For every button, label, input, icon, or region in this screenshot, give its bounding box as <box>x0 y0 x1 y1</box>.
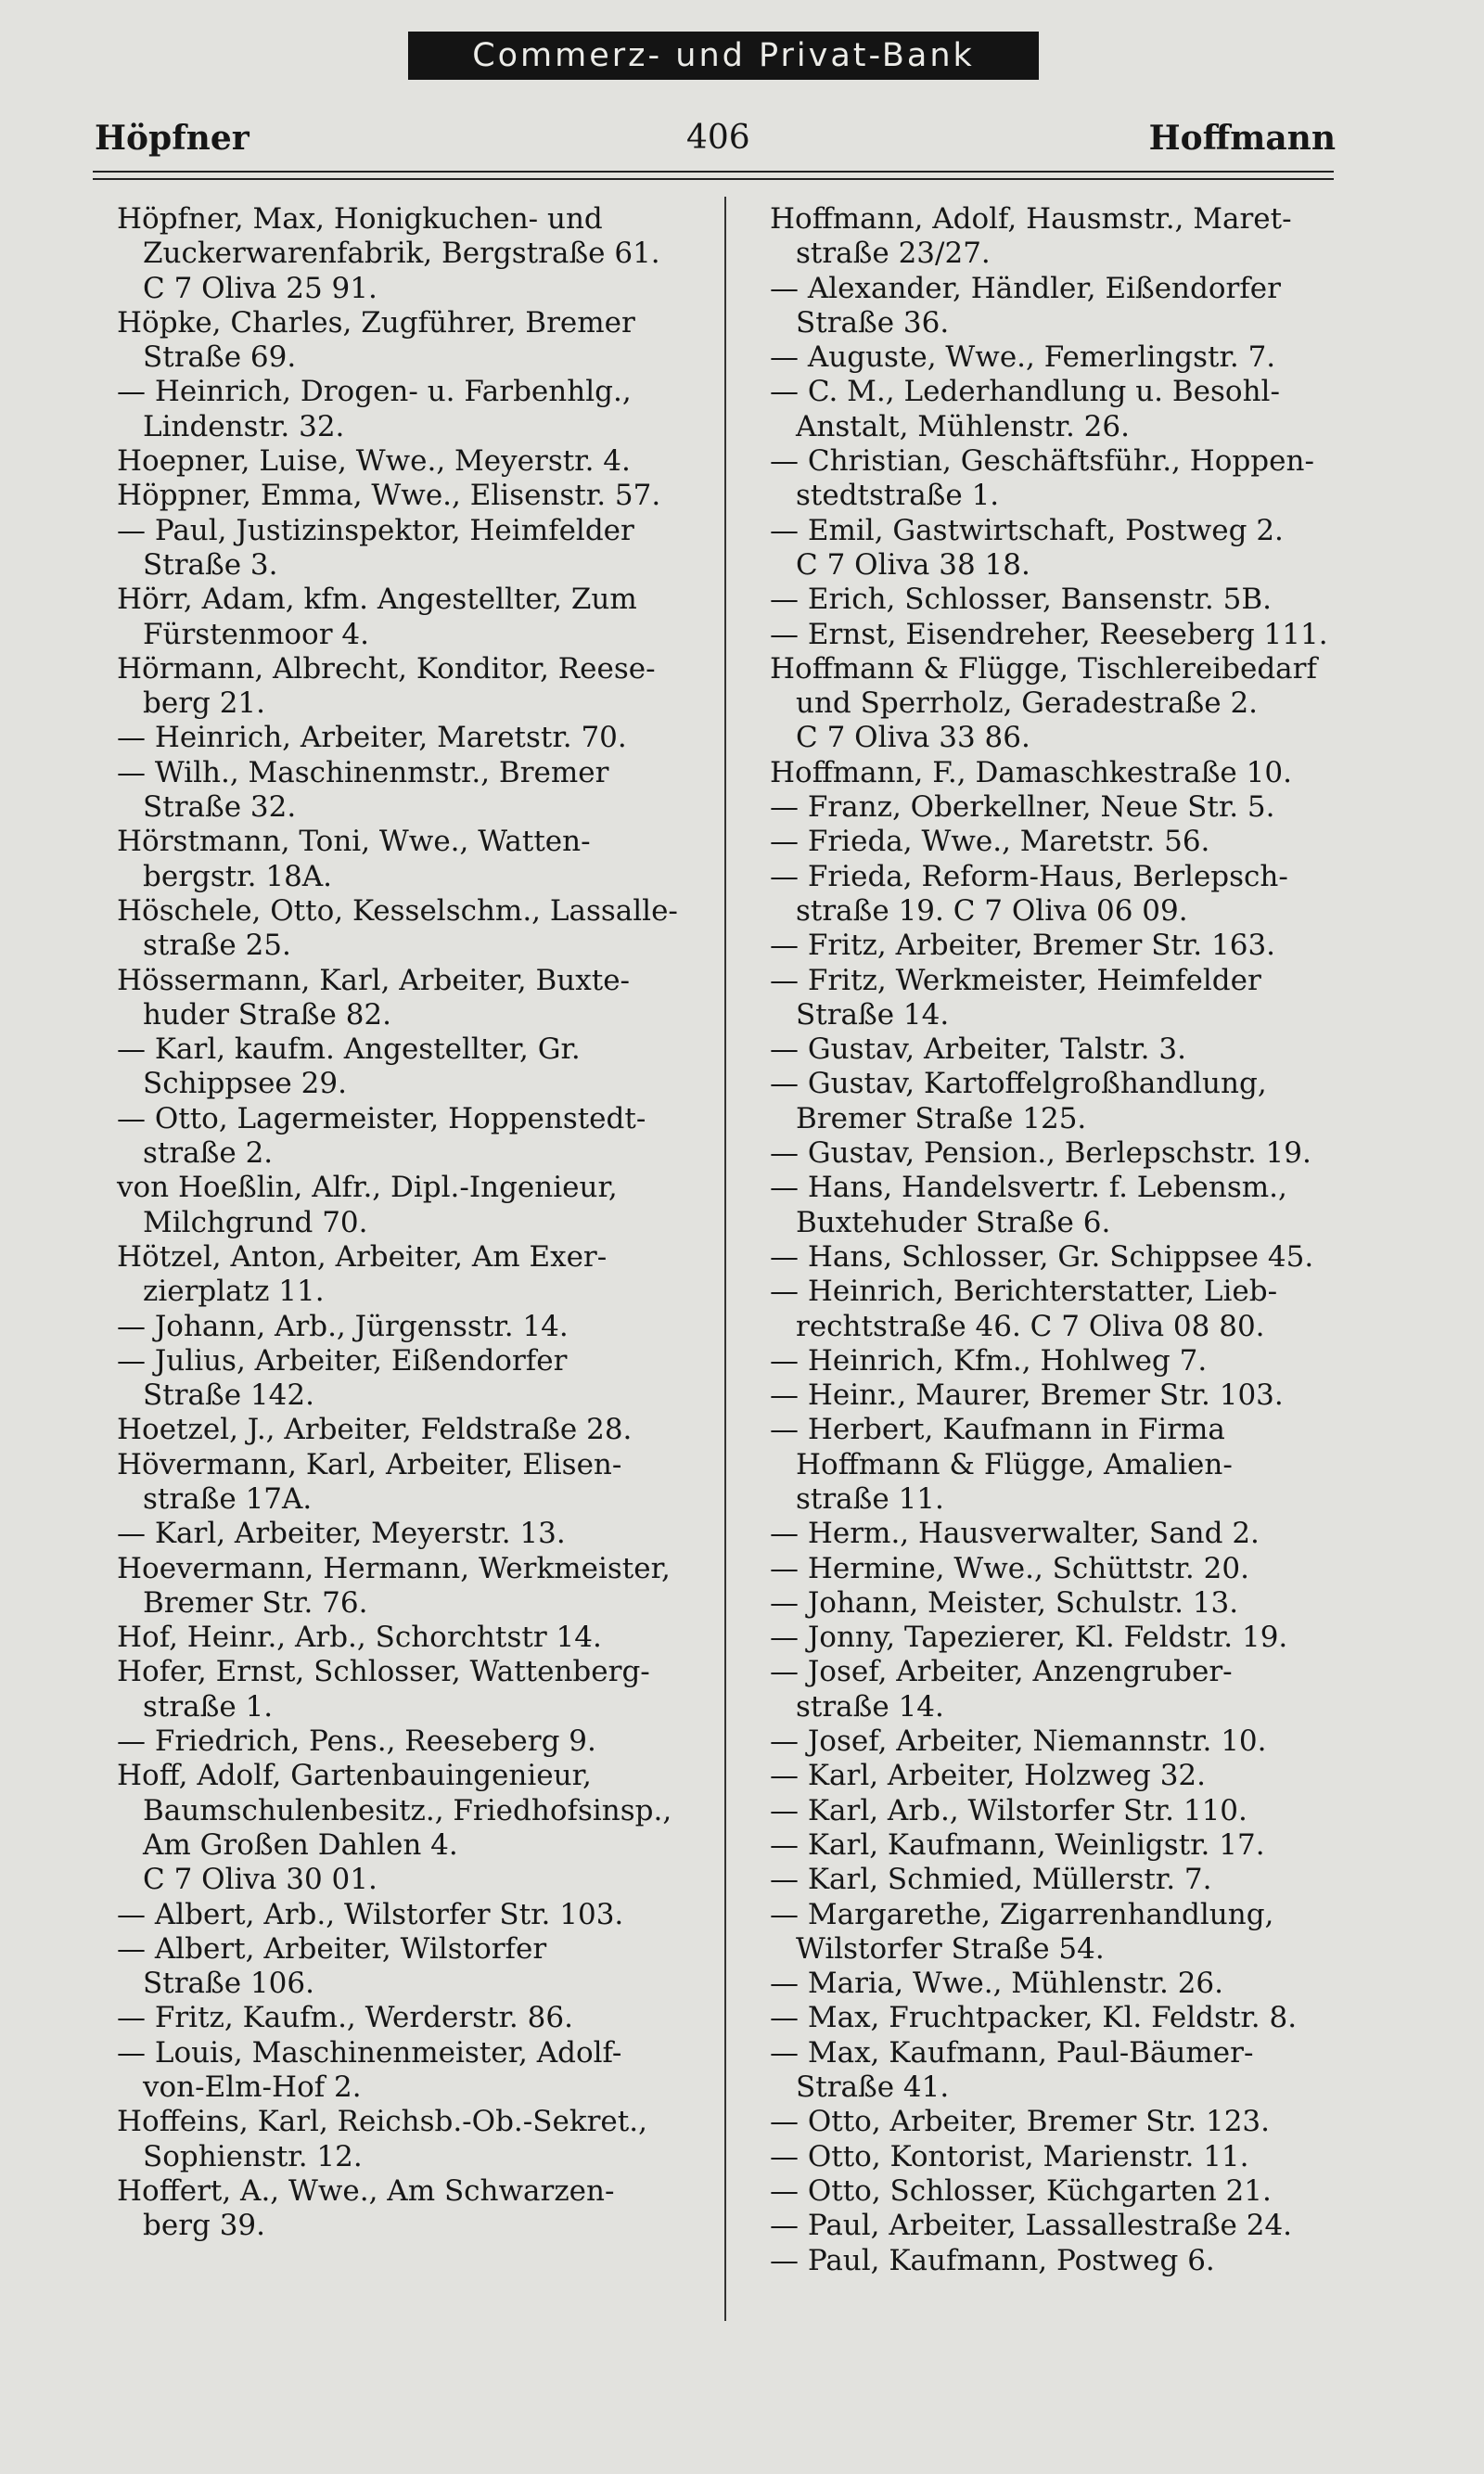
entry-line: Hoevermann, Hermann, Werkmeister, <box>117 1551 671 1585</box>
header-rule-top <box>93 171 1334 173</box>
entry-line: Hoetzel, J., Arbeiter, Feldstraße 28. <box>117 1413 633 1447</box>
entry-line: — Karl, kaufm. Angestellter, Gr. <box>117 1032 581 1067</box>
directory-entry <box>117 1344 729 1414</box>
entry-continuation-line: huder Straße 82. <box>143 997 391 1032</box>
directory-entry <box>117 479 729 513</box>
entry-line: — Alexander, Händler, Eißendorfer <box>770 271 1281 305</box>
entry-line: — Karl, Kaufmann, Weinligstr. 17. <box>770 1827 1265 1862</box>
directory-entry <box>117 1448 729 1518</box>
directory-entry <box>770 2209 1373 2243</box>
directory-entry <box>770 756 1373 790</box>
entry-line: Hoffeins, Karl, Reichsb.-Ob.-Sekret., <box>117 2105 647 2139</box>
directory-entry <box>770 929 1373 963</box>
entry-line: Hössermann, Karl, Arbeiter, Buxte- <box>117 963 631 997</box>
entry-line: — Otto, Arbeiter, Bremer Str. 123. <box>770 2105 1270 2139</box>
entry-line: — Fritz, Werkmeister, Heimfelder <box>770 963 1261 997</box>
directory-entry <box>770 2105 1373 2139</box>
entry-continuation-line: und Sperrholz, Geradestraße 2. <box>796 686 1259 721</box>
entry-line: Hörmann, Albrecht, Konditor, Reese- <box>117 651 656 686</box>
entry-continuation-line: straße 25. <box>143 929 291 963</box>
entry-line: — Hans, Schlosser, Gr. Schippsee 45. <box>770 1239 1314 1274</box>
entry-line: Hoffmann, F., Damaschkestraße 10. <box>770 755 1292 789</box>
directory-entry <box>770 1032 1373 1067</box>
entry-continuation-line: Straße 14. <box>796 997 950 1032</box>
directory-entry <box>770 202 1373 272</box>
entry-continuation-line: Am Großen Dahlen 4. <box>143 1827 458 1862</box>
entry-continuation-line: rechtstraße 46. C 7 Oliva 08 80. <box>796 1309 1265 1343</box>
entry-continuation-line: straße 19. C 7 Oliva 06 09. <box>796 893 1188 928</box>
entry-line: — Auguste, Wwe., Femerlingstr. 7. <box>770 340 1276 375</box>
entry-line: — Albert, Arbeiter, Wilstorfer <box>117 1931 547 1966</box>
directory-entry <box>770 2244 1373 2278</box>
entry-continuation-line: Sophienstr. 12. <box>143 2139 363 2173</box>
entry-line: — Franz, Oberkellner, Neue Str. 5. <box>770 790 1275 825</box>
entry-line: Hofer, Ernst, Schlosser, Wattenberg- <box>117 1655 650 1689</box>
entry-line: — Herbert, Kaufmann in Firma <box>770 1413 1225 1447</box>
entry-continuation-line: straße 2. <box>143 1136 274 1171</box>
entry-continuation-line: berg 21. <box>143 686 266 721</box>
directory-entry <box>770 1552 1373 1586</box>
entry-continuation-line: straße 11. <box>796 1481 944 1516</box>
entry-line: — Julius, Arbeiter, Eißendorfer <box>117 1343 568 1378</box>
directory-entry <box>117 1621 729 1655</box>
entry-line: — Ernst, Eisendreher, Reeseberg 111. <box>770 617 1328 651</box>
directory-entry <box>770 1275 1373 1344</box>
entry-line: Höpke, Charles, Zugführer, Bremer <box>117 305 635 340</box>
directory-entry <box>770 2036 1373 2106</box>
entry-continuation-line: Buxtehuder Straße 6. <box>796 1205 1111 1239</box>
entry-line: Hörstmann, Toni, Wwe., Watten- <box>117 825 591 859</box>
entry-continuation-line: Anstalt, Mühlenstr. 26. <box>796 409 1130 443</box>
entry-line: — Hans, Handelsvertr. f. Lebensm., <box>770 1171 1287 1205</box>
entry-continuation-line: Wilstorfer Straße 54. <box>796 1931 1105 1966</box>
entry-line: — Frieda, Reform-Haus, Berlepsch- <box>770 859 1288 893</box>
directory-entry <box>117 375 729 444</box>
directory-entry <box>117 583 729 652</box>
entry-line: — Karl, Arbeiter, Holzweg 32. <box>770 1759 1206 1793</box>
left-column <box>117 202 729 2244</box>
directory-entry <box>770 1136 1373 1171</box>
entry-line: — Heinrich, Kfm., Hohlweg 7. <box>770 1343 1208 1378</box>
entry-line: — Heinrich, Arbeiter, Maretstr. 70. <box>117 721 627 755</box>
entry-line: — Christian, Geschäftsführ., Hoppen- <box>770 444 1314 479</box>
directory-entry <box>117 894 729 964</box>
entry-line: Hoffert, A., Wwe., Am Schwarzen- <box>117 2173 615 2208</box>
directory-entry <box>770 375 1373 444</box>
entry-line: — Otto, Lagermeister, Hoppenstedt- <box>117 1101 646 1135</box>
entry-continuation-line: straße 17A. <box>143 1481 313 1516</box>
entry-continuation-line: Zuckerwarenfabrik, Bergstraße 61. <box>143 237 660 271</box>
directory-entry <box>117 1552 729 1622</box>
directory-entry <box>770 583 1373 617</box>
directory-entry <box>770 340 1373 375</box>
entry-continuation-line: Fürstenmoor 4. <box>143 617 369 651</box>
directory-entry <box>117 444 729 479</box>
entry-line: — Jonny, Tapezierer, Kl. Feldstr. 19. <box>770 1621 1288 1655</box>
directory-entry <box>770 1724 1373 1759</box>
entry-continuation-line: Straße 32. <box>143 790 297 825</box>
directory-entry <box>117 1724 729 1759</box>
entry-continuation-line: C 7 Oliva 33 86. <box>796 721 1030 755</box>
directory-entry <box>770 1794 1373 1828</box>
entry-continuation-line: Bremer Str. 76. <box>143 1585 368 1620</box>
entry-continuation-line: straße 14. <box>796 1689 944 1724</box>
directory-entry <box>770 1655 1373 1724</box>
entry-line: — Paul, Kaufmann, Postweg 6. <box>770 2243 1215 2277</box>
directory-entry <box>770 2140 1373 2174</box>
entry-continuation-line: Bremer Straße 125. <box>796 1101 1087 1135</box>
entry-line: — Friedrich, Pens., Reeseberg 9. <box>117 1724 596 1759</box>
entry-line: — Otto, Kontorist, Marienstr. 11. <box>770 2139 1249 2173</box>
directory-entry <box>770 790 1373 825</box>
entry-continuation-line: Straße 3. <box>143 547 278 582</box>
directory-entry <box>117 756 729 826</box>
entry-line: Hötzel, Anton, Arbeiter, Am Exer- <box>117 1239 608 1274</box>
entry-continuation-line: straße 1. <box>143 1689 274 1724</box>
entry-line: — Gustav, Pension., Berlepschstr. 19. <box>770 1136 1311 1171</box>
directory-entry <box>770 860 1373 929</box>
entry-line: — Margarethe, Zigarrenhandlung, <box>770 1897 1274 1931</box>
directory-entry <box>117 1517 729 1551</box>
entry-line: Hof, Heinr., Arb., Schorchtstr 14. <box>117 1621 602 1655</box>
directory-entry <box>770 1898 1373 1968</box>
entry-continuation-line: Baumschulenbesitz., Friedhofsinsp., <box>143 1793 672 1827</box>
directory-entry <box>117 2036 729 2106</box>
entry-line: — Frieda, Wwe., Maretstr. 56. <box>770 825 1210 859</box>
bank-banner: Commerz- und Privat-Bank <box>408 32 1039 80</box>
entry-line: — Maria, Wwe., Mühlenstr. 26. <box>770 1967 1223 2001</box>
entry-line: — Fritz, Kaufm., Werderstr. 86. <box>117 2001 573 2035</box>
entry-continuation-line: stedtstraße 1. <box>796 479 1000 513</box>
entry-line: Hörr, Adam, kfm. Angestellter, Zum <box>117 583 637 617</box>
directory-entry <box>770 1517 1373 1551</box>
directory-entry <box>117 652 729 722</box>
directory-entry <box>770 1240 1373 1275</box>
directory-entry <box>770 1067 1373 1136</box>
entry-continuation-line: Lindenstr. 32. <box>143 409 345 443</box>
entry-line: — Max, Fruchtpacker, Kl. Feldstr. 8. <box>770 2001 1298 2035</box>
entry-line: — Hermine, Wwe., Schüttstr. 20. <box>770 1551 1249 1585</box>
entry-continuation-line: C 7 Oliva 30 01. <box>143 1863 377 1897</box>
entry-continuation-line: Hoffmann & Flügge, Amalien- <box>796 1447 1233 1481</box>
entry-line: — Erich, Schlosser, Bansenstr. 5B. <box>770 583 1272 617</box>
directory-entry <box>770 1967 1373 2001</box>
entry-line: — Louis, Maschinenmeister, Adolf- <box>117 2035 622 2070</box>
entry-line: — Gustav, Arbeiter, Talstr. 3. <box>770 1032 1186 1067</box>
directory-entry <box>117 721 729 755</box>
entry-line: Hoffmann & Flügge, Tischlereibedarf <box>770 651 1317 686</box>
entry-continuation-line: Straße 142. <box>143 1378 314 1413</box>
directory-entry <box>117 306 729 376</box>
directory-entry <box>770 1344 1373 1378</box>
entry-line: — Heinrich, Drogen- u. Farbenhlg., <box>117 375 632 409</box>
entry-line: Hoepner, Luise, Wwe., Meyerstr. 4. <box>117 444 631 479</box>
entry-line: — Johann, Meister, Schulstr. 13. <box>770 1585 1239 1620</box>
entry-continuation-line: Straße 36. <box>796 305 950 340</box>
entry-line: — Paul, Arbeiter, Lassallestraße 24. <box>770 2209 1293 2243</box>
directory-entry <box>770 2174 1373 2209</box>
entry-continuation-line: straße 23/27. <box>796 237 991 271</box>
entry-continuation-line: Schippsee 29. <box>143 1067 347 1101</box>
directory-entry <box>770 272 1373 341</box>
directory-entry <box>117 1655 729 1724</box>
directory-entry <box>117 1932 729 2002</box>
directory-entry <box>770 1621 1373 1655</box>
directory-entry <box>117 2174 729 2244</box>
entry-continuation-line: Milchgrund 70. <box>143 1205 368 1239</box>
entry-line: — Heinr., Maurer, Bremer Str. 103. <box>770 1378 1284 1413</box>
entry-line: — Wilh., Maschinenmstr., Bremer <box>117 755 609 789</box>
entry-line: — Gustav, Kartoffelgroßhandlung, <box>770 1067 1267 1101</box>
entry-continuation-line: zierplatz 11. <box>143 1275 325 1309</box>
entry-line: — Max, Kaufmann, Paul-Bäumer- <box>770 2035 1254 2070</box>
directory-entry <box>117 1240 729 1310</box>
entry-continuation-line: Straße 69. <box>143 340 297 375</box>
entry-continuation-line: C 7 Oliva 38 18. <box>796 547 1030 582</box>
right-column <box>770 202 1373 2278</box>
directory-entry <box>117 1102 729 1172</box>
directory-entry <box>770 1759 1373 1793</box>
directory-entry <box>770 1378 1373 1413</box>
entry-line: — Josef, Arbeiter, Niemannstr. 10. <box>770 1724 1267 1759</box>
header-left-keyword: Höpfner <box>95 119 249 158</box>
entry-continuation-line: bergstr. 18A. <box>143 859 333 893</box>
entry-line: — Johann, Arb., Jürgensstr. 14. <box>117 1309 569 1343</box>
directory-entry <box>770 964 1373 1033</box>
directory-entry <box>770 1863 1373 1897</box>
entry-line: — Paul, Justizinspektor, Heimfelder <box>117 513 634 547</box>
directory-entry <box>117 825 729 894</box>
entry-line: Höschele, Otto, Kesselschm., Lassalle- <box>117 893 678 928</box>
entry-line: — Josef, Arbeiter, Anzengruber- <box>770 1655 1233 1689</box>
directory-entry <box>770 825 1373 859</box>
directory-entry <box>117 2105 729 2174</box>
header-right-keyword: Hoffmann <box>1148 119 1336 158</box>
directory-entry <box>117 1898 729 1932</box>
directory-entry <box>770 1586 1373 1621</box>
entry-line: — C. M., Lederhandlung u. Besohl- <box>770 375 1280 409</box>
entry-line: — Karl, Arb., Wilstorfer Str. 110. <box>770 1793 1247 1827</box>
entry-continuation-line: Straße 41. <box>796 2070 950 2105</box>
entry-continuation-line: Straße 106. <box>143 1967 314 2001</box>
directory-entry <box>770 1413 1373 1517</box>
header-rule-bottom <box>93 178 1334 180</box>
directory-entry <box>117 1032 729 1102</box>
directory-entry <box>117 1310 729 1344</box>
directory-entry <box>770 2001 1373 2035</box>
entry-line: — Heinrich, Berichterstatter, Lieb- <box>770 1275 1278 1309</box>
directory-entry <box>770 652 1373 756</box>
directory-entry <box>770 1171 1373 1240</box>
entry-line: Hoffmann, Adolf, Hausmstr., Maret- <box>770 202 1292 236</box>
entry-continuation-line: C 7 Oliva 25 91. <box>143 271 377 305</box>
entry-continuation-line: berg 39. <box>143 2209 266 2243</box>
entry-line: — Albert, Arb., Wilstorfer Str. 103. <box>117 1897 624 1931</box>
directory-entry <box>770 618 1373 652</box>
entry-line: Höpfner, Max, Honigkuchen- und <box>117 202 603 236</box>
entry-line: — Karl, Arbeiter, Meyerstr. 13. <box>117 1517 566 1551</box>
directory-entry <box>117 1171 729 1240</box>
page-number: 406 <box>686 119 750 157</box>
entry-line: von Hoeßlin, Alfr., Dipl.-Ingenieur, <box>117 1171 618 1205</box>
directory-entry <box>770 444 1373 514</box>
directory-entry <box>117 202 729 306</box>
directory-entry <box>770 1828 1373 1863</box>
entry-continuation-line: von-Elm-Hof 2. <box>143 2070 362 2105</box>
directory-entry <box>117 2001 729 2035</box>
directory-entry <box>117 514 729 583</box>
entry-line: — Otto, Schlosser, Küchgarten 21. <box>770 2173 1272 2208</box>
entry-line: Hövermann, Karl, Arbeiter, Elisen- <box>117 1447 622 1481</box>
entry-line: — Herm., Hausverwalter, Sand 2. <box>770 1517 1260 1551</box>
directory-entry <box>117 1413 729 1447</box>
entry-line: Höppner, Emma, Wwe., Elisenstr. 57. <box>117 479 661 513</box>
directory-entry <box>117 964 729 1033</box>
directory-entry <box>770 514 1373 583</box>
entry-line: — Emil, Gastwirtschaft, Postweg 2. <box>770 513 1284 547</box>
directory-entry <box>117 1759 729 1897</box>
entry-line: — Karl, Schmied, Müllerstr. 7. <box>770 1863 1212 1897</box>
entry-line: — Fritz, Arbeiter, Bremer Str. 163. <box>770 929 1276 963</box>
entry-line: Hoff, Adolf, Gartenbauingenieur, <box>117 1759 592 1793</box>
